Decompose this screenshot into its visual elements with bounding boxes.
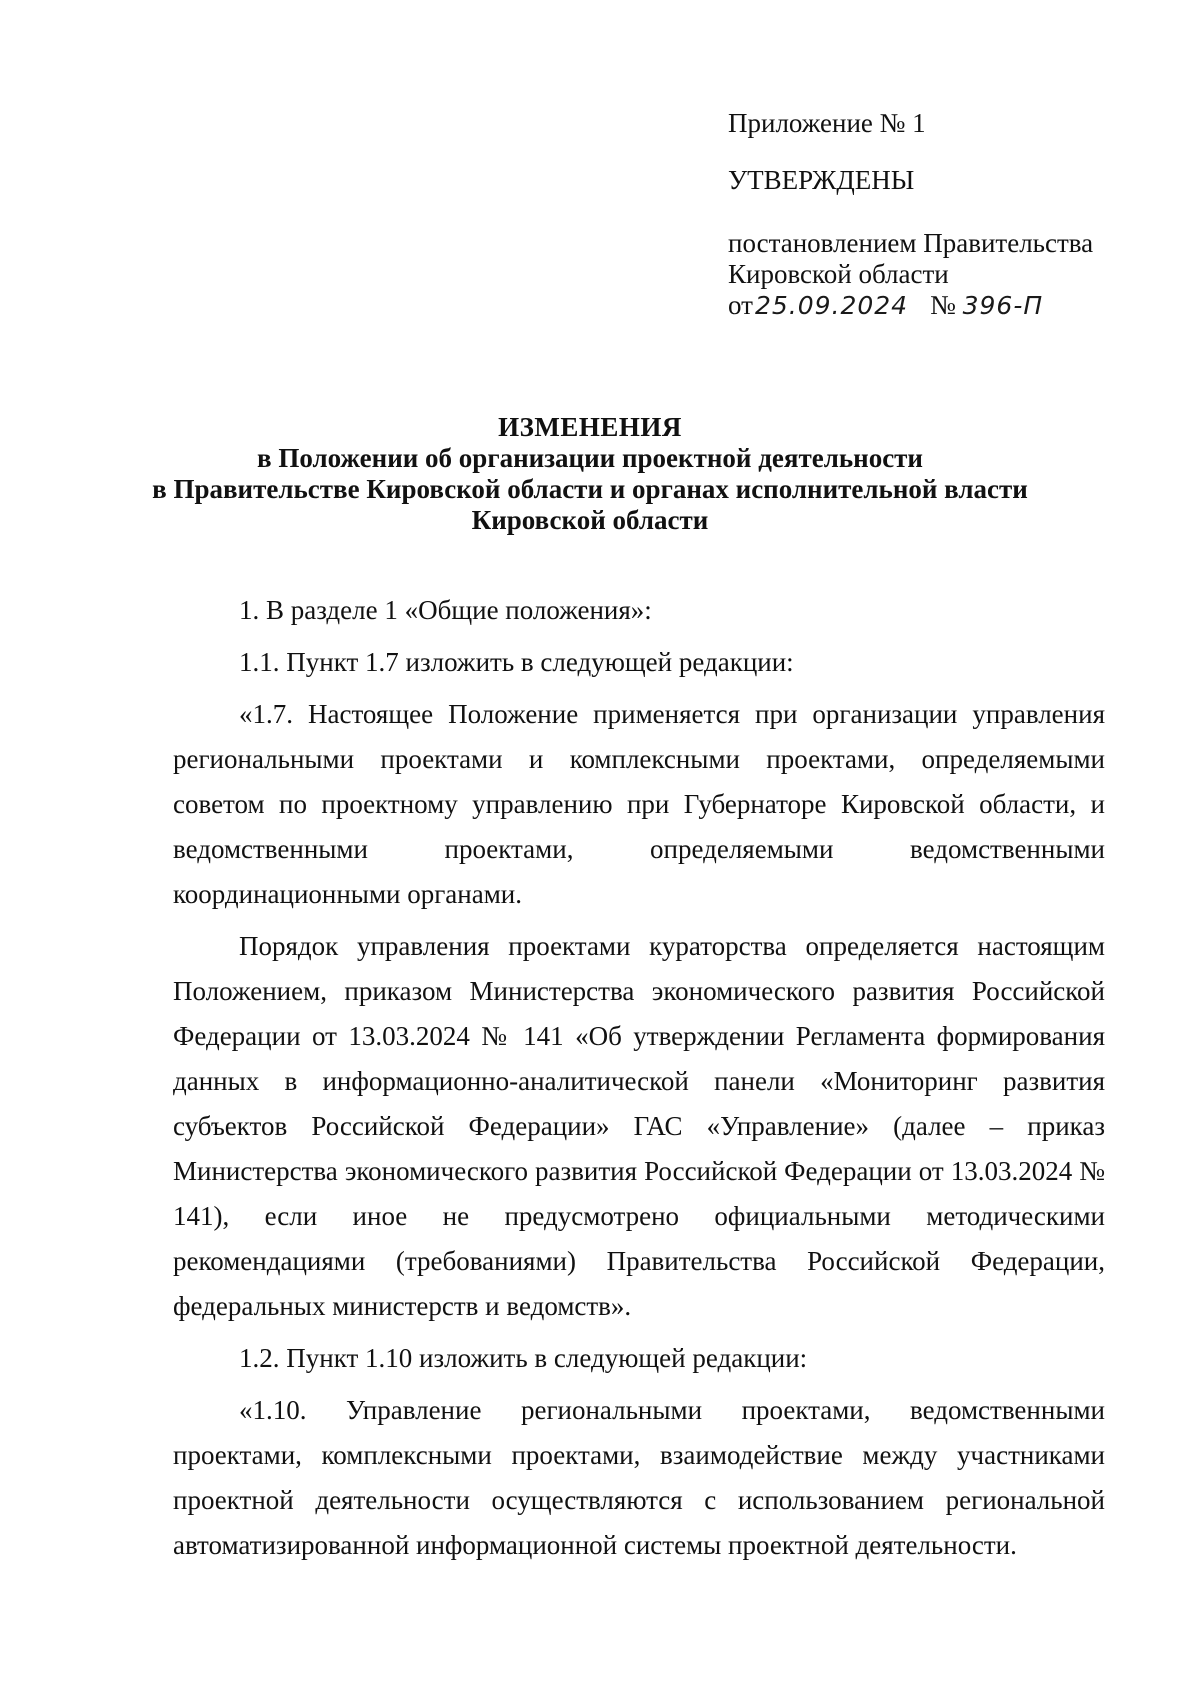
- title-line-1: в Положении об организации проектной деятельности: [256, 443, 923, 473]
- paragraph-item-1-1: 1.1. Пункт 1.7 изложить в следующей редакции:: [239, 647, 794, 677]
- approval-date-number-line: [728, 290, 1148, 321]
- paragraph-section-1: 1. В разделе 1 «Общие положения»:: [239, 595, 652, 625]
- approved-label: УТВЕРЖДЕНЫ: [728, 165, 915, 195]
- approval-block: [728, 108, 1148, 321]
- number-prefix: №: [930, 290, 956, 320]
- handwritten-number: 396-П: [962, 291, 1044, 320]
- title-line-2: в Правительстве Кировской области и органах исполнительной власти: [152, 474, 1028, 504]
- paragraph-clause-1-7: «1.7. Настоящее Положение применяется при организации управления региональными проектами и комплексными проектами, определяемыми советом по проектному управлению при Губернаторе Кировской области, и ведомственными проектами, определяемыми ведомственными координационными органами.: [173, 699, 1105, 909]
- handwritten-date: 25.09.2024: [754, 291, 909, 320]
- paragraph-item-1-2: 1.2. Пункт 1.10 изложить в следующей редакции:: [239, 1343, 808, 1373]
- appendix-label: Приложение № 1: [728, 108, 926, 138]
- document-title: [140, 412, 1040, 536]
- document-body: [173, 588, 1105, 1568]
- paragraph-clause-1-10: «1.10. Управление региональными проектами, ведомственными проектами, комплексными проектами, взаимодействие между участниками проектной деятельности осуществляются с использованием региональной автоматизированной информационной системы проектной деятельности.: [173, 1395, 1105, 1560]
- title-line-3: Кировской области: [471, 505, 709, 535]
- approved-by-line-1: постановлением Правительства: [728, 228, 1094, 258]
- paragraph-curatorship: Порядок управления проектами кураторства определяется настоящим Положением, приказом Министерства экономического развития Российской Федерации от 13.03.2024 № 141 «Об утверждении Регламента формирования данных в информационно-аналитической панели «Мониторинг развития субъектов Российской Федерации» ГАС «Управление» (далее – приказ Министерства экономического развития Российской Федерации от 13.03.2024 № 141), если иное не предусмотрено официальными методическими рекомендациями (требованиями) Правительства Российской Федерации, федеральных министерств и ведомств».: [173, 931, 1105, 1321]
- date-prefix: от: [728, 290, 753, 320]
- approved-by-line-2: Кировской области: [728, 259, 949, 289]
- title-main: ИЗМЕНЕНИЯ: [498, 412, 682, 442]
